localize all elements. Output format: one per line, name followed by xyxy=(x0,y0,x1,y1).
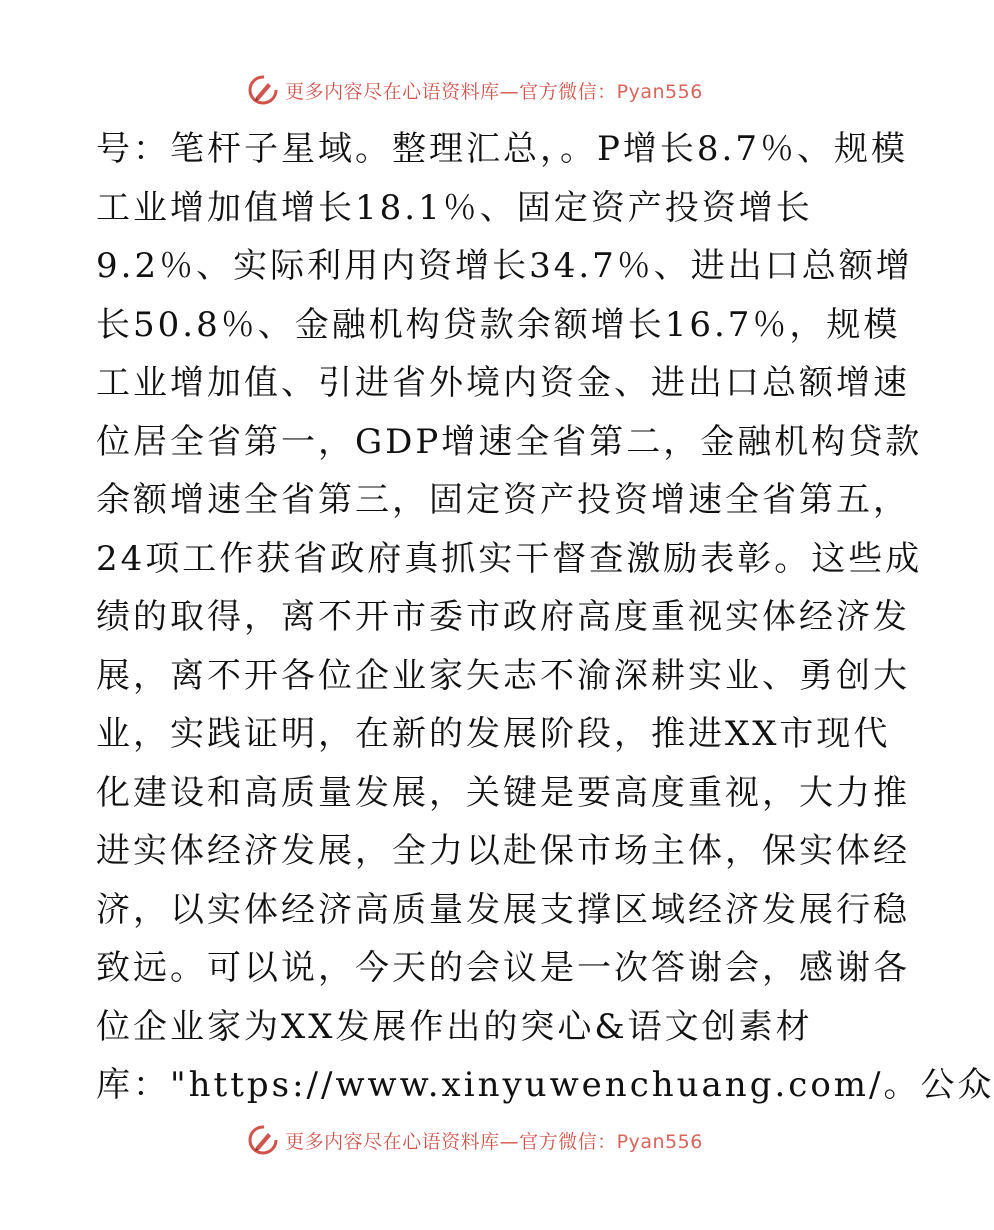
body-line: 号：笔杆子星域。整理汇总，。P增长8.7％、规模 xyxy=(96,129,908,169)
footer-banner-text: 更多内容尽在心语资料库—官方微信：Pyan556 xyxy=(285,1130,703,1153)
body-line: 进实体经济发展，全力以赴保市场主体，保实体经 xyxy=(96,831,910,871)
body-line: 工业增加值增长18.1％、固定资产投资增长 xyxy=(96,187,813,228)
footer-wechat-id: Pyan556 xyxy=(616,1130,703,1153)
body-line: 9.2％、实际利用内资增长34.7％、进出口总额增 xyxy=(96,246,913,286)
footer-banner xyxy=(0,1120,950,1160)
header-wechat-id: Pyan556 xyxy=(616,80,703,103)
body-line: 位居全省第一，GDP增速全省第二，金融机构贷款 xyxy=(96,421,923,462)
body-line: 位企业家为XX发展作出的突心&语文创素材 xyxy=(96,1006,813,1047)
body-line: 致远。可以说，今天的会议是一次答谢会，感谢各 xyxy=(96,948,910,988)
body-line: 济，以实体经济高质量发展支撑区域经济发展行稳 xyxy=(96,889,910,930)
header-banner xyxy=(0,70,950,110)
body-line: 业，实践证明，在新的发展阶段，推进XX市现代 xyxy=(96,714,891,754)
body-line: 工业增加值、引进省外境内资金、进出口总额增速 xyxy=(96,363,910,403)
pen-logo-icon xyxy=(247,74,279,106)
body-line: 库："https://www.xinyuwenchuang.com/。公众 xyxy=(96,1065,994,1105)
body-line: 展，离不开各位企业家矢志不渝深耕实业、勇创大 xyxy=(96,655,910,696)
header-banner-text: 更多内容尽在心语资料库—官方微信：Pyan556 xyxy=(285,80,703,103)
body-line: 化建设和高质量发展，关键是要高度重视，大力推 xyxy=(96,772,910,813)
body-line: 余额增速全省第三，固定资产投资增速全省第五， xyxy=(96,480,910,520)
body-line: 长50.8％、金融机构贷款余额增长16.7％，规模 xyxy=(96,304,901,345)
document-body xyxy=(96,120,994,1110)
pen-logo-icon xyxy=(247,1124,279,1156)
body-line: 绩的取得，离不开市委市政府高度重视实体经济发 xyxy=(96,597,910,637)
body-line: 24项工作获省政府真抓实干督查激励表彰。这些成 xyxy=(96,538,923,579)
